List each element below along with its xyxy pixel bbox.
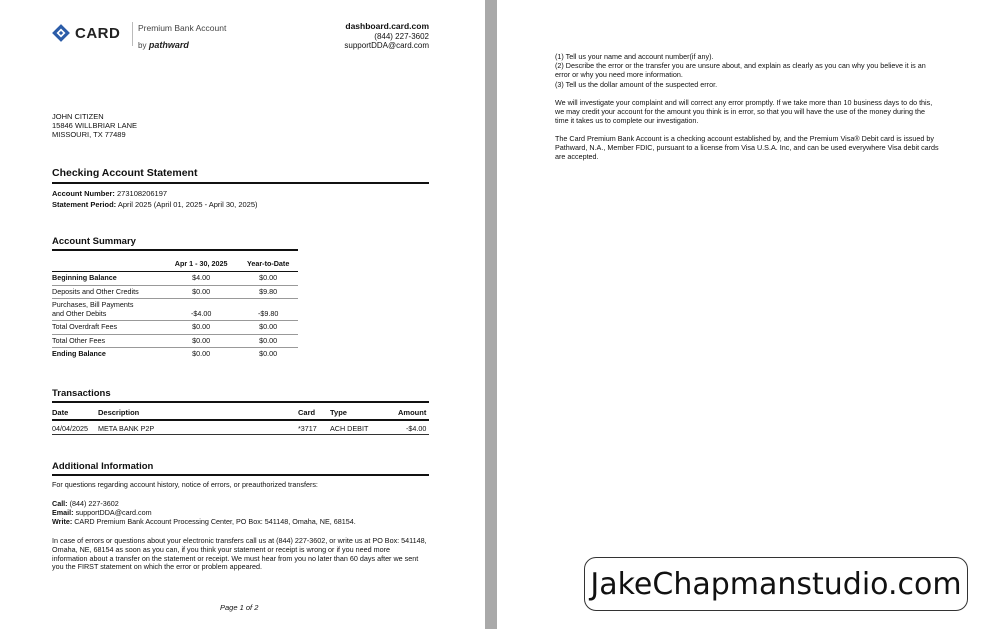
product-line: Premium Bank Account (138, 23, 227, 33)
website: dashboard.card.com (345, 21, 429, 31)
row-ytd: -$9.80 (238, 299, 298, 321)
summary-col-period: Apr 1 - 30, 2025 (164, 257, 238, 272)
phone: (844) 227-3602 (374, 31, 429, 41)
row-period: $0.00 (164, 334, 238, 348)
table-row (52, 348, 298, 361)
row-label: Beginning Balance (52, 272, 164, 286)
mailing-address (52, 112, 137, 139)
row-label: Ending Balance (52, 349, 106, 358)
summary-header-blank (52, 257, 164, 272)
row-label: Total Other Fees (52, 334, 164, 348)
row-label: Deposits and Other Credits (52, 285, 164, 299)
tx-header-card: Card (298, 408, 316, 417)
investigation-paragraph: We will investigate your complaint and will correct any error promptly. If we take more than 10 business days to do this, we may credit your account for the amount you think is in error, so that you will have the use of the money during the time it takes us to complete our investigation. (555, 98, 933, 126)
row-label: Total Overdraft Fees (52, 321, 164, 335)
address-line: JOHN CITIZEN (52, 112, 104, 121)
page-number: Page 1 of 2 (220, 603, 259, 612)
brand-subtitle (138, 20, 226, 54)
tx-header-date: Date (52, 408, 69, 417)
brand-name: CARD (75, 24, 121, 42)
address-line: MISSOURI, TX 77489 (52, 130, 126, 139)
tx-header-description: Description (98, 408, 140, 417)
additional-rule (52, 474, 429, 476)
by-prefix: by (138, 41, 147, 50)
title-rule (52, 182, 429, 184)
tx-date: 04/04/2025 (52, 424, 88, 433)
row-period: -$4.00 (164, 299, 238, 321)
statement-title: Checking Account Statement (52, 167, 198, 179)
transactions-rule (52, 401, 429, 403)
row-period: $0.00 (192, 349, 211, 358)
row-period: $0.00 (164, 285, 238, 299)
summary-title: Account Summary (52, 236, 136, 247)
tx-type: ACH DEBIT (330, 424, 369, 433)
tx-description: META BANK P2P (98, 424, 155, 433)
table-row (52, 285, 298, 299)
call-number: (844) 227-3602 (69, 499, 119, 508)
table-row (52, 334, 298, 348)
tx-header-type: Type (330, 408, 347, 417)
card-diamond-icon (52, 24, 70, 42)
address-line: 15846 WILLBRIAR LANE (52, 121, 138, 130)
email-label: Email: (52, 507, 74, 517)
email: supportDDA@card.com (344, 41, 429, 50)
row-ytd: $9.80 (238, 285, 298, 299)
error-steps (555, 52, 940, 89)
row-ytd: $0.00 (238, 321, 298, 335)
additional-info-title: Additional Information (52, 461, 154, 472)
tx-row-rule (52, 434, 429, 435)
logo-divider (132, 22, 133, 46)
tx-card: *3717 (298, 424, 317, 433)
call-label: Call: (52, 499, 68, 508)
tx-header-amount: Amount (398, 408, 427, 417)
disclosure-paragraph: The Card Premium Bank Account is a checking account established by, and the Premium Visa® Debit card is issued by Pathward, N.A., Member FDIC, pursuant to a license from Visa U.S.A. Inc, and can be used everywhere Visa debit cards are accepted. (555, 134, 939, 162)
account-info (52, 189, 258, 210)
table-row (52, 299, 298, 321)
account-number-label: Account Number: (52, 189, 115, 198)
row-ytd: $0.00 (238, 334, 298, 348)
row-period: $4.00 (164, 272, 238, 286)
email-address: supportDDA@card.com (75, 507, 152, 517)
row-ytd: $0.00 (238, 272, 298, 286)
row-ytd: $0.00 (259, 349, 278, 358)
row-period: $0.00 (164, 321, 238, 335)
row-label: Purchases, Bill Payments and Other Debits (52, 299, 164, 321)
contact-lines (52, 500, 356, 526)
partner-logo: pathward (148, 40, 189, 50)
step-item: (3) Tell us the dollar amount of the suspected error. (555, 79, 718, 89)
account-summary-table (52, 257, 298, 361)
write-address: CARD Premium Bank Account Processing Center, PO Box: 541148, Omaha, NE, 68154. (74, 516, 356, 526)
transactions-title: Transactions (52, 388, 111, 399)
step-item: (1) Tell us your name and account number(if any). (555, 52, 714, 61)
summary-rule (52, 249, 298, 251)
write-label: Write: (52, 516, 73, 526)
errors-paragraph: In case of errors or questions about your electronic transfers call us at (844) 227-3602, or write us at PO Box: 541148, Omaha, NE, 68154 as soon as you can, if you think your statement or receipt is wrong or if you need more information about a transfer on the statement or receipt. We must hear from you no later than 60 days after we sent you the FIRST statement on which the error or problem appeared. (52, 536, 427, 572)
additional-intro: For questions regarding account history, notice of errors, or preauthorized transfers: (52, 480, 318, 489)
statement-page-1 (0, 0, 485, 629)
table-row (52, 272, 298, 286)
contact-block (344, 22, 429, 51)
period-label: Statement Period: (52, 199, 117, 209)
table-row (52, 321, 298, 335)
account-number: 273108206197 (117, 189, 168, 198)
tx-header-rule (52, 419, 429, 421)
statement-period: April 2025 (April 01, 2025 - April 30, 2025) (117, 199, 258, 209)
statement-page-2 (497, 0, 986, 629)
step-item: (2) Describe the error or the transfer you are unsure about, and explain as clearly as you can why you believe it is an error or why you need more information. (555, 61, 926, 80)
card-logo (52, 24, 120, 42)
watermark: JakeChapmanstudio.com (584, 557, 968, 611)
summary-col-ytd: Year-to-Date (238, 257, 298, 272)
tx-amount: -$4.00 (406, 424, 427, 433)
